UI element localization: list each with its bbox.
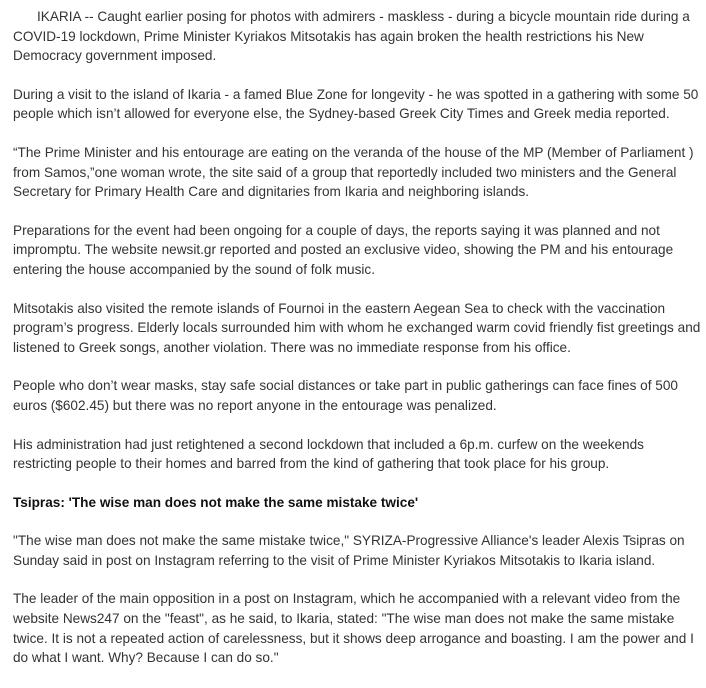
article-paragraph: People who don’t wear masks, stay safe social distances or take part in public gatherings can face fines of 500 euros ($602.45) but there was no report anyone in the entourage was penalized. bbox=[13, 378, 678, 413]
article-paragraph: Mitsotakis also visited the remote islands of Fournoi in the eastern Aegean Sea to check with the vaccination program’s progress. Elderly locals surrounded him with whom he exchanged warm covid friendly fist greetings and listened to Greek songs, another violation. There was no immediate response from his office. bbox=[13, 300, 701, 355]
article-paragraph: “The Prime Minister and his entourage are eating on the veranda of the house of the MP (Member of Parliament ) from Samos,”one woman wrote, the site said of a group that reportedly included two ministers and the General Secretary for Primary Health Care and dignitaries from Ikaria and neighboring islands. bbox=[13, 144, 694, 200]
article-paragraph: Preparations for the event had been ongoing for a couple of days, the reports saying it was planned and not impromptu. The website newsit.gr reported and posted an exclusive video, showing the PM and his entourage entering the house accompanied by the sound of folk music. bbox=[13, 222, 674, 277]
article-paragraph: "The wise man does not make the same mistake twice," SYRIZA-Progressive Alliance's leader Alexis Tsipras on Sunday said in post on Instagram referring to the visit of Prime Minister Kyriakos Mitsotakis to Ikaria island. bbox=[13, 533, 685, 568]
article-paragraph: IKARIA -- Caught earlier posing for photos with admirers - maskless - during a bicycle mountain ride during a COVID-19 lockdown, Prime Minister Kyriakos Mitsotakis has again broken the health restrictions his New Democracy government imposed. bbox=[13, 9, 690, 64]
article-body bbox=[13, 7, 703, 687]
article-paragraph: During a visit to the island of Ikaria - a famed Blue Zone for longevity - he was spotted in a gathering with some 50 people which isn’t allowed for everyone else, the Sydney-based Greek City Times and Greek media reported. bbox=[13, 86, 699, 122]
article-subheading: Tsipras: 'The wise man does not make the same mistake twice' bbox=[13, 494, 419, 510]
article-paragraph: The leader of the main opposition in a post on Instagram, which he accompanied with a relevant video from the website News247 on the "feast", as he said, to Ikaria, stated: "The wise man does not make the same mistake twice. It is not a repeated action of carelessness, but it shows deep arrogance and boasting. I am the power and I do what I want. Why? Because I can do so." bbox=[13, 591, 694, 666]
article-paragraph: His administration had just retightened a second lockdown that included a 6p.m. curfew on the weekends restricting people to their homes and barred from the kind of gathering that took place for his group. bbox=[13, 436, 644, 472]
